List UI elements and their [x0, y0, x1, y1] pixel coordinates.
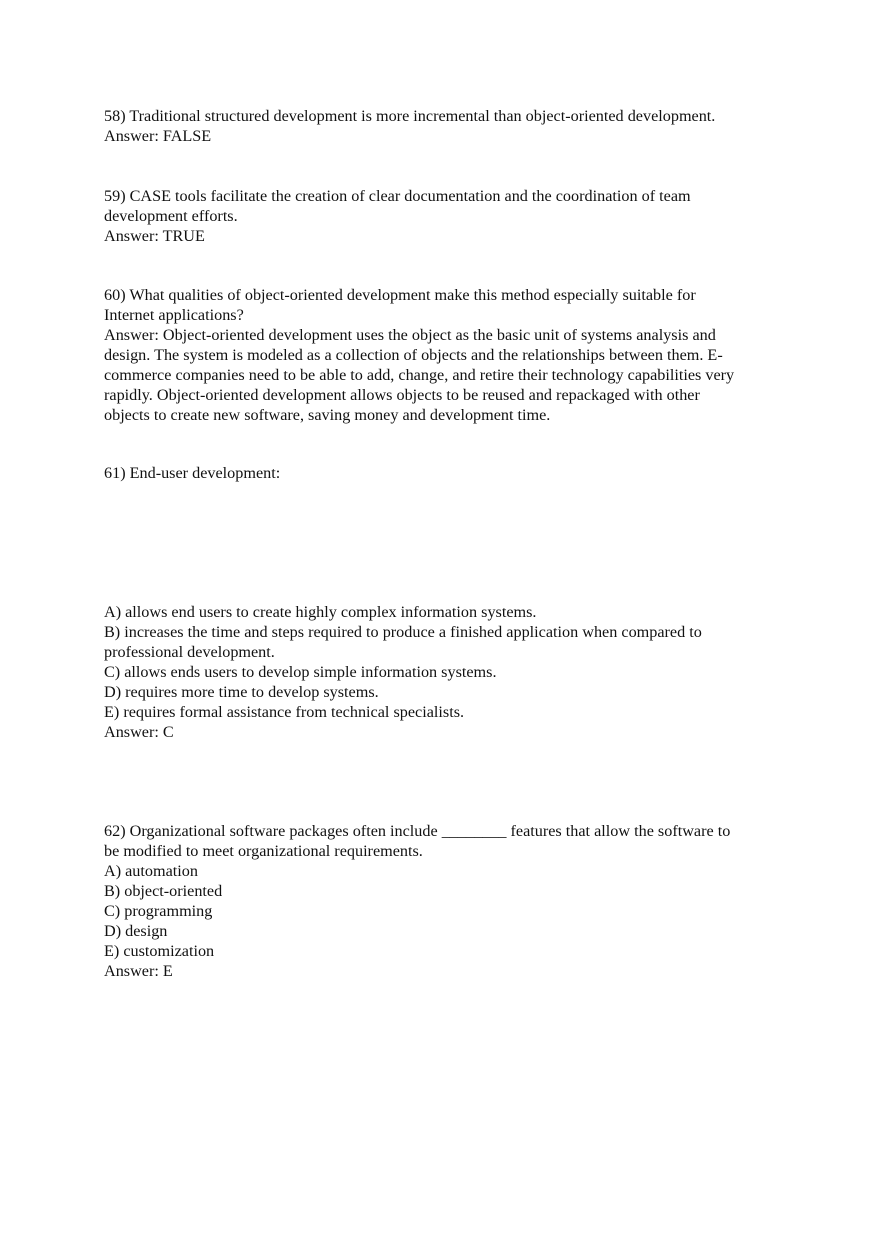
question-61-options: [104, 602, 784, 742]
question-59: [104, 186, 784, 246]
option-a: A) allows end users to create highly complex information systems.: [104, 603, 537, 621]
option-b-continued: professional development.: [104, 643, 275, 661]
option-d: D) design: [104, 922, 168, 940]
answer-text: Answer: FALSE: [104, 127, 212, 145]
option-d: D) requires more time to develop systems.: [104, 683, 379, 701]
answer-text: Answer: E: [104, 962, 173, 980]
option-c: C) programming: [104, 902, 213, 920]
option-a: A) automation: [104, 862, 198, 880]
answer-text: rapidly. Object-oriented development allows objects to be reused and repackaged with other: [104, 386, 700, 404]
question-62: [104, 821, 784, 981]
answer-text: commerce companies need to be able to add, change, and retire their technology capabilities very: [104, 366, 735, 384]
question-text: 59) CASE tools facilitate the creation of clear documentation and the coordination of team: [104, 187, 691, 205]
question-text: 62) Organizational software packages often include ________ features that allow the software to: [104, 822, 731, 840]
question-60: [104, 285, 784, 425]
question-text: be modified to meet organizational requirements.: [104, 842, 423, 860]
answer-text: Answer: Object-oriented development uses the object as the basic unit of systems analysis and: [104, 326, 716, 344]
answer-text: design. The system is modeled as a collection of objects and the relationships between them. E-: [104, 346, 723, 364]
option-b: B) increases the time and steps required to produce a finished application when compared to: [104, 623, 702, 641]
option-c: C) allows ends users to develop simple information systems.: [104, 663, 497, 681]
answer-text: objects to create new software, saving money and development time.: [104, 406, 551, 424]
option-e: E) requires formal assistance from technical specialists.: [104, 703, 465, 721]
option-b: B) object-oriented: [104, 882, 223, 900]
option-e: E) customization: [104, 942, 215, 960]
question-text: 60) What qualities of object-oriented development make this method especially suitable for: [104, 286, 696, 304]
question-text: 58) Traditional structured development is more incremental than object-oriented development.: [104, 107, 716, 125]
question-text: development efforts.: [104, 207, 238, 225]
question-58: [104, 106, 784, 146]
question-text: Internet applications?: [104, 306, 244, 324]
answer-text: Answer: TRUE: [104, 227, 205, 245]
question-text: 61) End-user development:: [104, 464, 281, 482]
answer-text: Answer: C: [104, 723, 174, 741]
question-61: [104, 463, 784, 483]
